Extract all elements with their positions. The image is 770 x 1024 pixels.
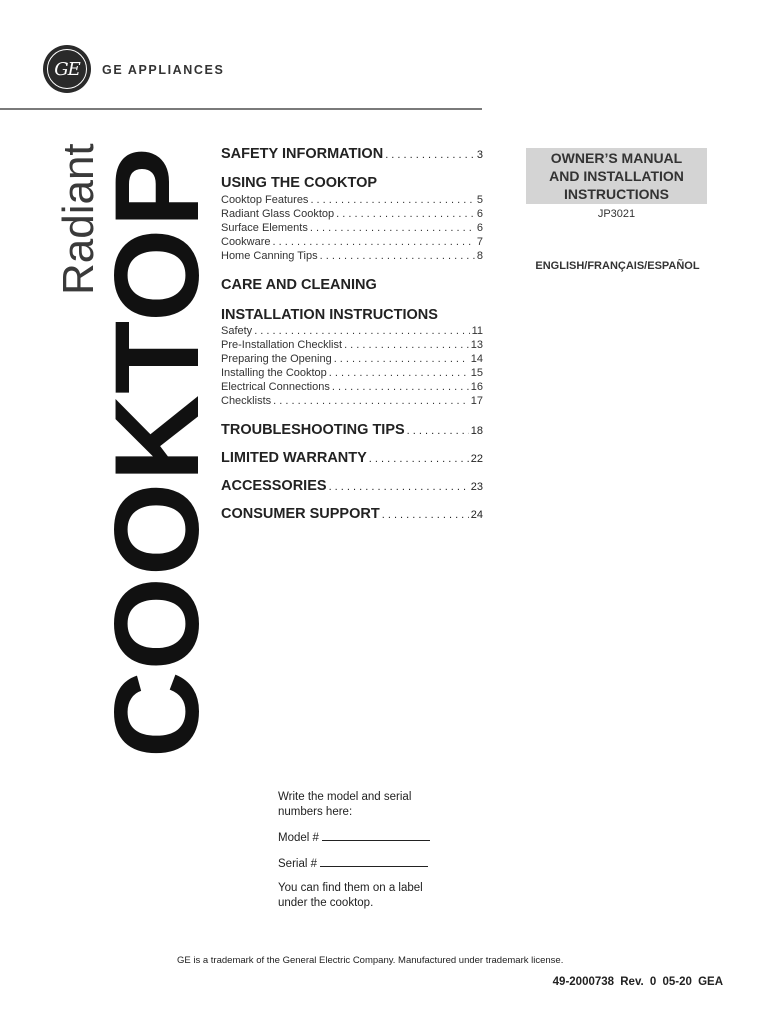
toc-label: Safety [221,325,253,337]
model-number: JP3021 [597,208,636,220]
record-note: You can find them on a label under the cooktop. [278,882,423,909]
toc-support[interactable] [221,506,483,522]
toc-label: Radiant Glass Cooktop [221,208,335,220]
toc-item[interactable] [221,366,483,380]
serial-field[interactable] [278,855,468,872]
toc-accessories[interactable] [221,478,483,494]
toc-label: Cookware [221,236,271,248]
toc-item[interactable] [221,249,483,263]
trademark-notice: GE is a trademark of the General Electric Company. Manufactured under trademark license. [177,955,564,966]
toc-item[interactable] [221,380,483,394]
toc-item[interactable] [221,221,483,235]
brand-name: GE APPLIANCES [102,63,225,77]
manual-title: OWNER’S MANUAL AND INSTALLATION INSTRUCTIONS [549,150,684,202]
languages: ENGLISH/FRANÇAIS/ESPAÑOL [535,260,700,272]
toc-label: SAFETY INFORMATION [221,146,384,162]
toc-using-heading[interactable]: USING THE COOKTOP [221,175,378,191]
toc-page: 11 [471,325,483,337]
toc-label: TROUBLESHOOTING TIPS [221,422,405,438]
toc-item[interactable] [221,338,483,352]
toc-troubleshooting[interactable] [221,422,483,438]
toc-item[interactable] [221,207,483,221]
toc-item[interactable] [221,193,483,207]
toc-page: 24 [470,509,483,521]
toc-page: 8 [476,250,483,262]
toc-using-list [221,193,483,263]
toc-safety[interactable] [221,146,483,162]
toc-page: 18 [470,425,483,437]
serial-blank[interactable] [320,855,428,867]
toc-label: Surface Elements [221,222,308,234]
toc-label: Preparing the Opening [221,353,332,365]
toc-label: Checklists [221,395,272,407]
toc-page: 13 [470,339,483,351]
document-code: 49-2000738 Rev. 0 05-20 GEA [552,976,723,988]
toc-item[interactable] [221,235,483,249]
toc-page: 14 [470,353,483,365]
product-title: COOKTOP [90,146,224,758]
toc-page: 22 [470,453,483,465]
toc-care-heading[interactable]: CARE AND CLEANING [221,277,377,293]
model-field[interactable] [278,829,468,846]
serial-record-section [278,790,468,920]
toc-label: Installing the Cooktop [221,367,327,379]
toc-page: 16 [470,381,483,393]
toc-page: 6 [476,208,483,220]
toc-label: Home Canning Tips [221,250,318,262]
toc-label: Pre-Installation Checklist [221,339,343,351]
product-type: Radiant [54,143,103,295]
header-divider [0,108,482,110]
toc-label: Electrical Connections [221,381,330,393]
ge-monogram-icon [43,45,91,93]
toc-label: CONSUMER SUPPORT [221,506,380,522]
toc-page: 7 [476,236,483,248]
toc-item[interactable] [221,394,483,408]
toc-label: LIMITED WARRANTY [221,450,367,466]
toc-page: 15 [470,367,483,379]
toc-installation-heading[interactable]: INSTALLATION INSTRUCTIONS [221,307,438,323]
toc-page: 3 [476,149,483,161]
toc-page: 5 [476,194,483,206]
toc-label: ACCESSORIES [221,478,327,494]
toc-page: 23 [470,481,483,493]
toc-leader [385,149,475,161]
model-blank[interactable] [322,829,430,841]
manual-title-box [526,148,707,204]
toc-installation-list [221,324,483,408]
record-intro: Write the model and serial numbers here: [278,791,412,818]
model-label: Model # [278,832,319,844]
toc-item[interactable] [221,324,483,338]
toc-label: Cooktop Features [221,194,309,206]
toc-page: 17 [470,395,483,407]
toc-warranty[interactable] [221,450,483,466]
table-of-contents [221,146,483,522]
toc-page: 6 [476,222,483,234]
serial-label: Serial # [278,858,317,870]
ge-logo-text: GE [47,49,87,89]
toc-item[interactable] [221,352,483,366]
